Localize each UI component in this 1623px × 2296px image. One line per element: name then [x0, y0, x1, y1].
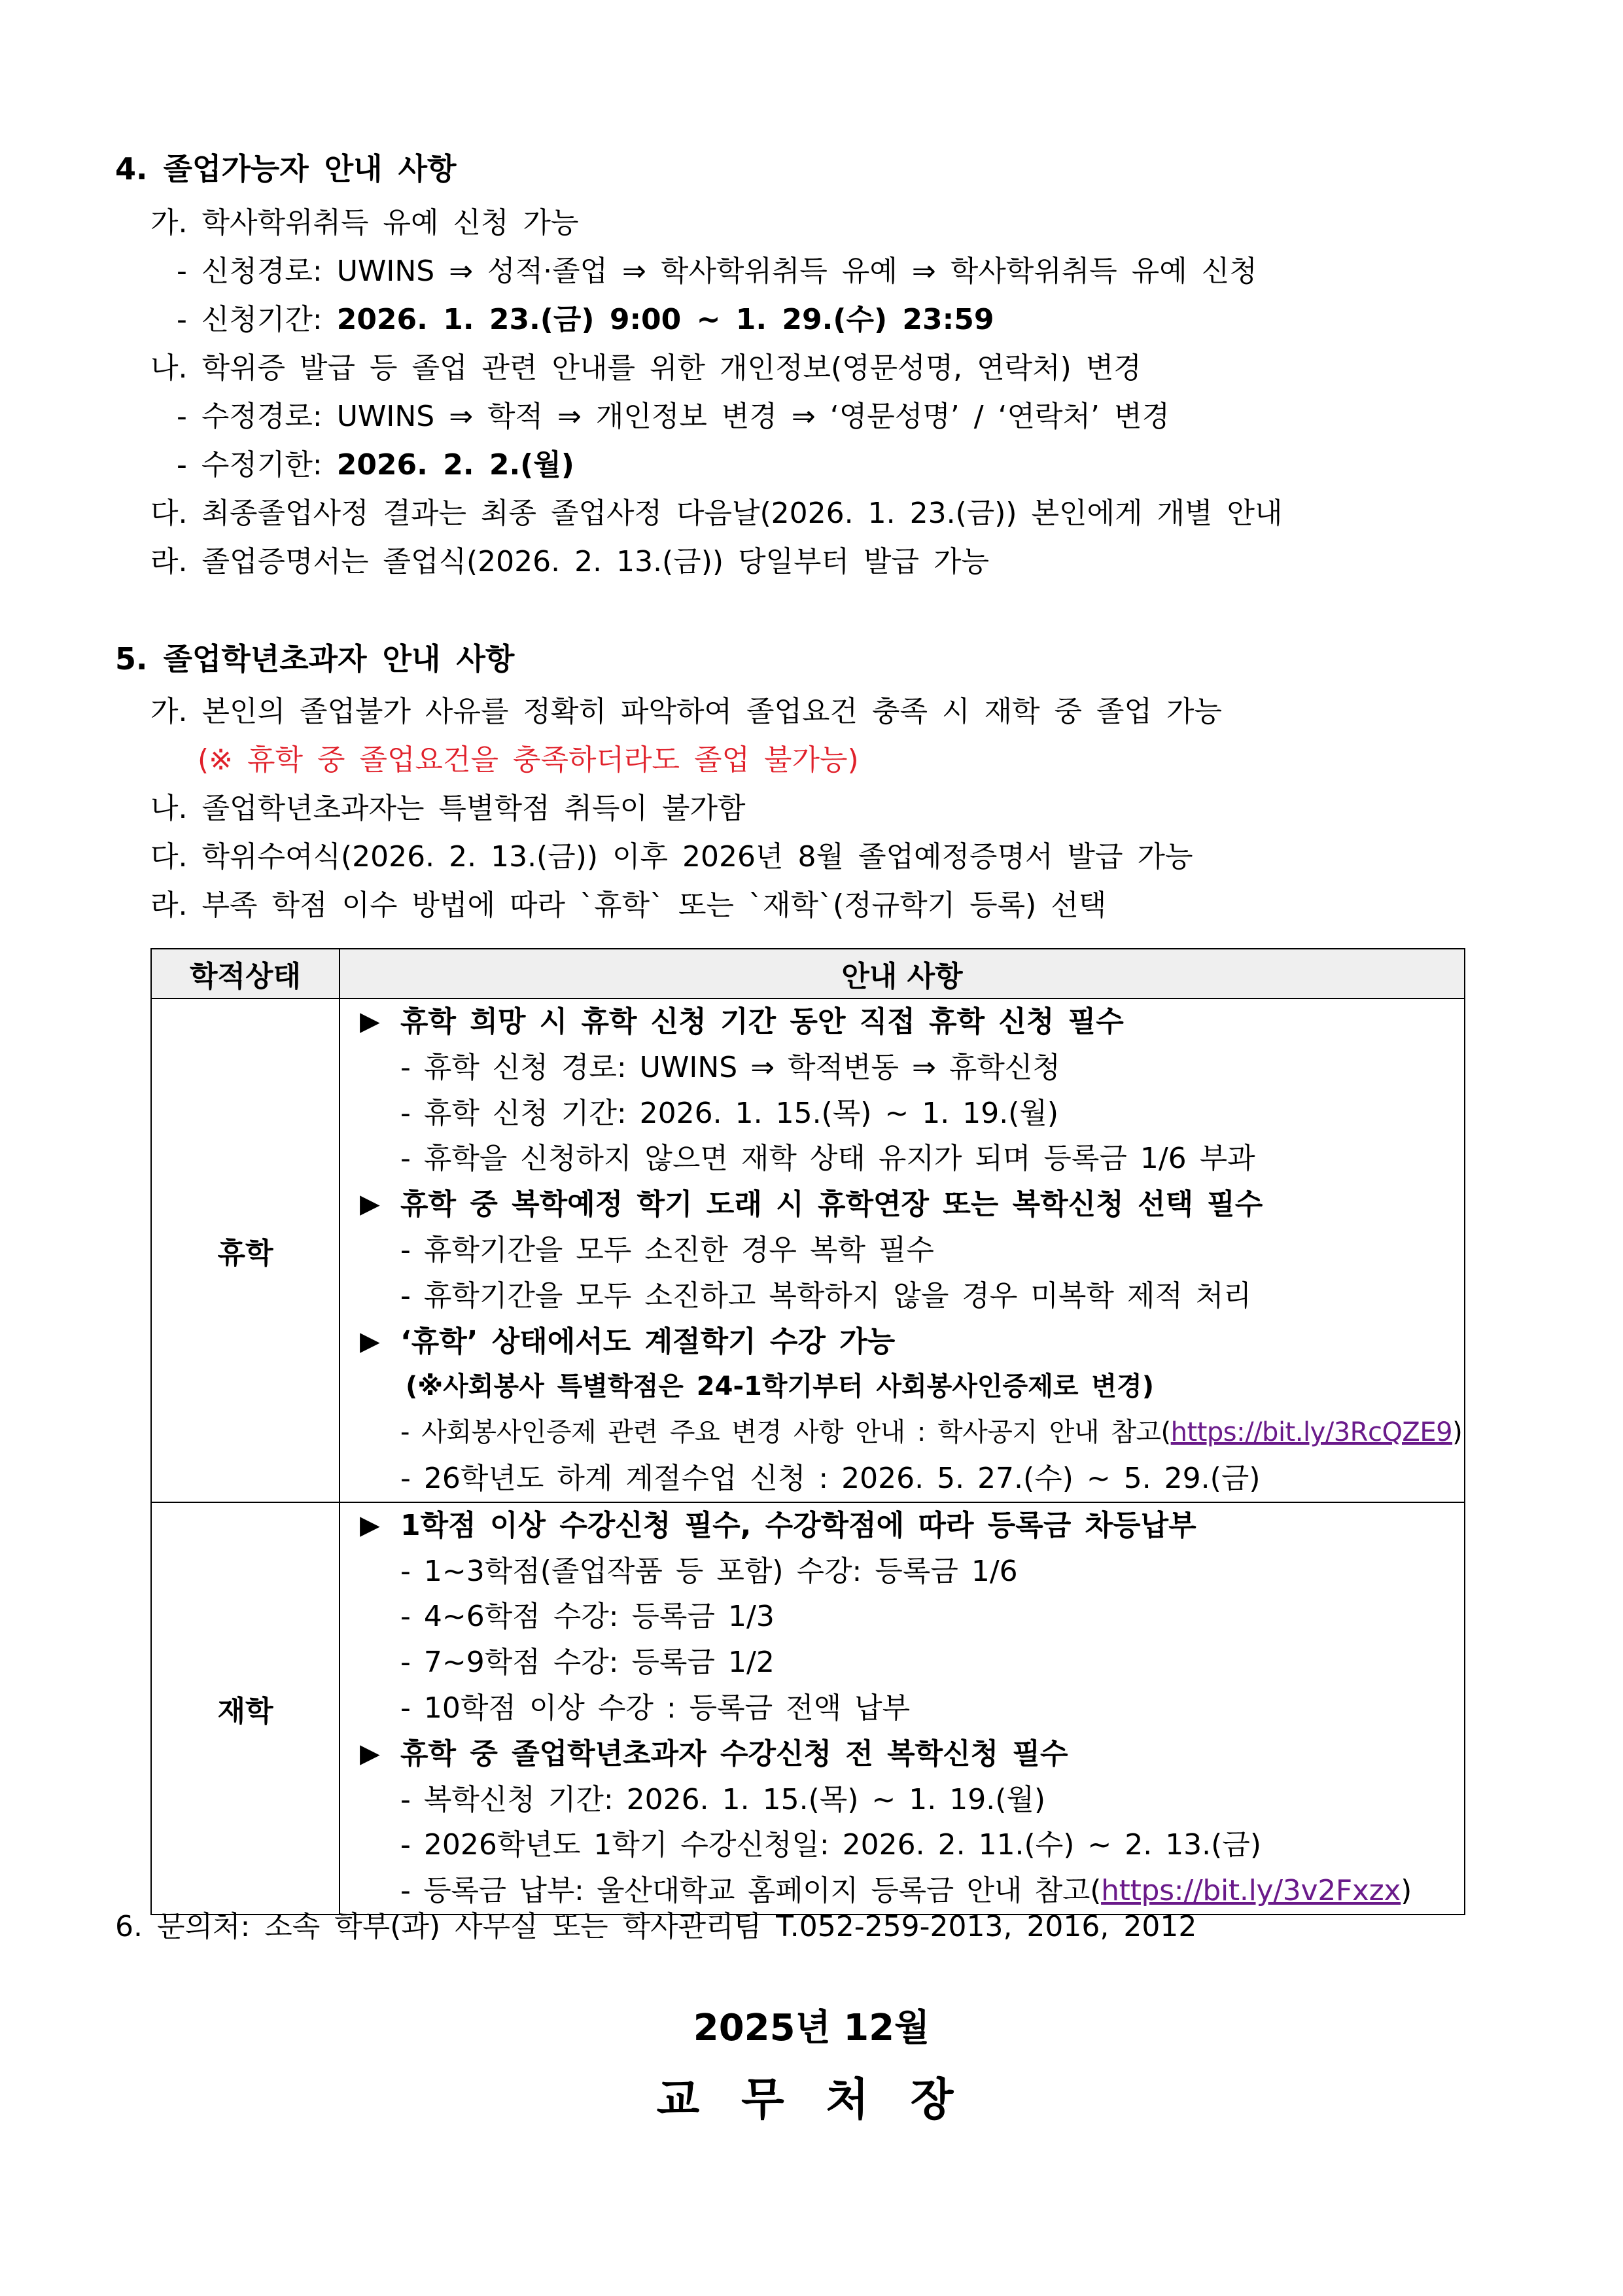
triangle-right-icon: ▶ — [360, 1326, 380, 1356]
status-leave: 휴학 — [151, 998, 340, 1502]
enrolled-e1-3: - 7~9학점 수강: 등록금 1/2 — [400, 1646, 775, 1680]
s5-item-a-note: (※ 휴학 중 졸업요건을 충족하더라도 졸업 불가능) — [198, 743, 859, 777]
enrolled-e2: 휴학 중 졸업학년초과자 수강신청 전 복학신청 필수 — [400, 1737, 1068, 1771]
s4-item-a2 — [177, 300, 994, 340]
table-row-enrolled — [151, 1502, 1465, 1915]
leave-h3: ‘휴학’ 상태에서도 계절학기 수강 가능 — [400, 1324, 896, 1358]
triangle-right-icon: ▶ — [360, 1006, 380, 1036]
s4-item-b2 — [177, 446, 574, 485]
enrolled-info-cell — [340, 1502, 1465, 1915]
section-5-title: 5. 졸업학년초과자 안내 사항 — [115, 641, 515, 677]
footer-office: 교 무 처 장 — [656, 2074, 967, 2126]
leave-h1-3: - 휴학을 신청하지 않으면 재학 상태 유지가 되며 등록금 1/6 부과 — [400, 1142, 1255, 1176]
s4-item-a: 가. 학사학위취득 유예 신청 가능 — [150, 206, 579, 239]
s5-item-b: 나. 졸업학년초과자는 특별학점 취득이 불가함 — [150, 792, 746, 825]
leave-h3-note: (※사회봉사 특별학점은 24-1학기부터 사회봉사인증제로 변경) — [406, 1371, 1154, 1402]
triangle-right-icon: ▶ — [360, 1189, 380, 1220]
leave-h3-1-end: ) — [1452, 1417, 1463, 1448]
leave-h2-1: - 휴학기간을 모두 소진한 경우 복학 필수 — [400, 1233, 934, 1267]
s4-item-b1: - 수정경로: UWINS ⇒ 학적 ⇒ 개인정보 변경 ⇒ ‘영문성명’ / ‘연락처’ 변경 — [177, 400, 1170, 433]
status-table — [150, 948, 1465, 1915]
enrolled-e1: 1학점 이상 수강신청 필수, 수강학점에 따라 등록금 차등납부 — [400, 1508, 1196, 1542]
section-4-title: 4. 졸업가능자 안내 사항 — [115, 151, 457, 186]
s4-item-a1: - 신청경로: UWINS ⇒ 성적·졸업 ⇒ 학사학위취득 유예 ⇒ 학사학위취득 유예 신청 — [177, 255, 1257, 288]
s4-item-b: 나. 학위증 발급 등 졸업 관련 안내를 위한 개인정보(영문성명, 연락처) 변경 — [150, 351, 1142, 385]
table-row-leave — [151, 998, 1465, 1502]
footer-date: 2025년 12월 — [693, 2007, 930, 2049]
leave-h1: 휴학 희망 시 휴학 신청 기간 동안 직접 휴학 신청 필수 — [400, 1005, 1124, 1038]
s4-a2-value: 2026. 1. 23.(금) 9:00 ~ 1. 29.(수) 23:59 — [336, 303, 994, 336]
leave-h3-1 — [400, 1410, 1462, 1456]
leave-h2-2: - 휴학기간을 모두 소진하고 복학하지 않을 경우 미복학 제적 처리 — [400, 1279, 1251, 1313]
triangle-right-icon: ▶ — [360, 1738, 380, 1769]
enrolled-e2-3-end: ) — [1401, 1874, 1412, 1908]
enrolled-e2-3-text: - 등록금 납부: 울산대학교 홈페이지 등록금 안내 참고( — [400, 1874, 1102, 1908]
s4-b2-value: 2026. 2. 2.(월) — [336, 448, 574, 482]
header-status: 학적상태 — [151, 949, 340, 998]
header-info: 안내 사항 — [340, 949, 1465, 998]
enrolled-e2-1: - 복학신청 기간: 2026. 1. 15.(목) ~ 1. 19.(월) — [400, 1782, 1046, 1816]
enrolled-e1-1: - 1~3학점(졸업작품 등 포함) 수강: 등록금 1/6 — [400, 1554, 1018, 1588]
section-6-contact: 6. 문의처: 소속 학부(과) 사무실 또는 학사관리팀 T.052-259-2013, 2016, 2012 — [115, 1910, 1197, 1943]
leave-h1-1: - 휴학 신청 경로: UWINS ⇒ 학적변동 ⇒ 휴학신청 — [400, 1050, 1060, 1084]
leave-h3-1-text: - 사회봉사인증제 관련 주요 변경 사항 안내 : 학사공지 안내 참고( — [400, 1417, 1171, 1448]
s4-a2-label: - 신청기간: — [177, 303, 337, 336]
enrolled-e1-4: - 10학점 이상 수강 : 등록금 전액 납부 — [400, 1691, 911, 1725]
leave-h2: 휴학 중 복학예정 학기 도래 시 휴학연장 또는 복학신청 선택 필수 — [400, 1188, 1263, 1222]
leave-notice-link[interactable]: https://bit.ly/3RcQZE9 — [1170, 1417, 1453, 1448]
table-header-row — [151, 949, 1465, 998]
leave-info-cell — [340, 998, 1465, 1502]
tuition-notice-link[interactable]: https://bit.ly/3v2Fxzx — [1101, 1874, 1401, 1908]
leave-h1-2: - 휴학 신청 기간: 2026. 1. 15.(목) ~ 1. 19.(월) — [400, 1096, 1059, 1130]
triangle-right-icon: ▶ — [360, 1510, 380, 1540]
s5-item-a: 가. 본인의 졸업불가 사유를 정확히 파악하여 졸업요건 충족 시 재학 중 졸업 가능 — [150, 695, 1222, 728]
enrolled-e2-2: - 2026학년도 1학기 수강신청일: 2026. 2. 11.(수) ~ 2. 13.(금) — [400, 1828, 1261, 1862]
s4-item-d: 라. 졸업증명서는 졸업식(2026. 2. 13.(금)) 당일부터 발급 가능 — [150, 545, 990, 578]
status-enrolled: 재학 — [151, 1502, 340, 1915]
s5-item-c: 다. 학위수여식(2026. 2. 13.(금)) 이후 2026년 8월 졸업예정증명서 발급 가능 — [150, 840, 1193, 874]
leave-h3-2: - 26학년도 하계 계절수업 신청 : 2026. 5. 27.(수) ~ 5. 29.(금) — [400, 1461, 1261, 1495]
s5-item-d: 라. 부족 학점 이수 방법에 따라 `휴학` 또는 `재학`(정규학기 등록) 선택 — [150, 889, 1107, 922]
s4-item-c: 다. 최종졸업사정 결과는 최종 졸업사정 다음날(2026. 1. 23.(금)) 본인에게 개별 안내 — [150, 497, 1283, 530]
s4-b2-label: - 수정기한: — [177, 448, 337, 482]
enrolled-e1-2: - 4~6학점 수강: 등록금 1/3 — [400, 1600, 775, 1634]
